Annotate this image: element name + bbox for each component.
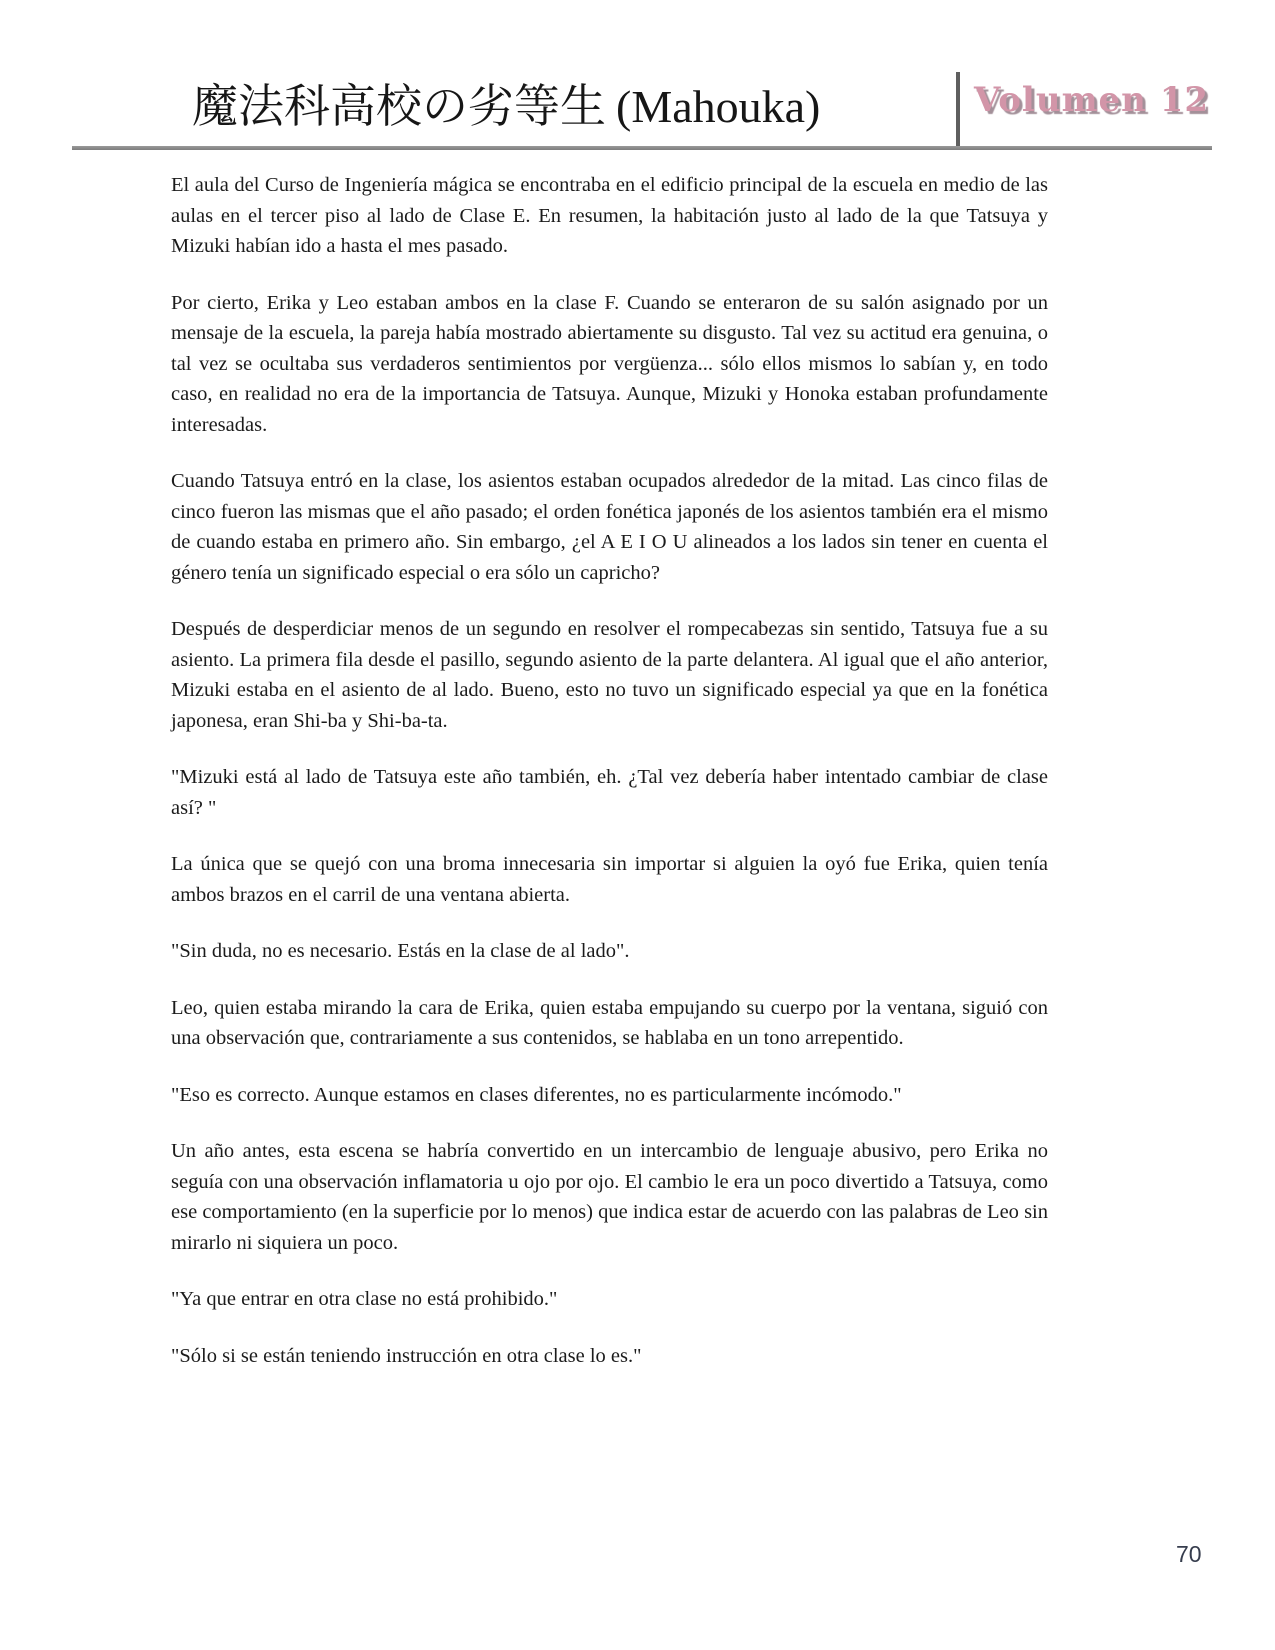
paragraph: "Sólo si se están teniendo instrucción en otra clase lo es." (171, 1344, 642, 1367)
paragraph: Un año antes, esta escena se habría convertido en un intercambio de lenguaje abusivo, pero Erika no seguía con una observación inflamatoria u ojo por ojo. El cambio le era un poco divertido a Tatsuya, como ese comportamiento (en la superficie por lo menos) que indica estar de acuerdo con las palabras de Leo sin mirarlo ni siquiera un poco. (171, 1140, 1048, 1254)
paragraph: Cuando Tatsuya entró en la clase, los asientos estaban ocupados alrededor de la mitad. Las cinco filas de cinco fueron las mismas que el año pasado; el orden fonética japonés de los asientos también era el mismo de cuando estaba en primero año. Sin embargo, ¿el A E I O U alineados a los lados sin tener en cuenta el género tenía un significado especial o era sólo un capricho? (171, 470, 1048, 584)
paragraph: "Ya que entrar en otra clase no está prohibido." (171, 1288, 558, 1310)
page-number: 70 (1176, 1541, 1202, 1567)
volume-label: Volumen 12 (974, 80, 1210, 120)
paragraph: Leo, quien estaba mirando la cara de Erika, quien estaba empujando su cuerpo por la ventana, siguió con una observación que, contrariamente a sus contenidos, se hablaba en un tono arrepentido. (171, 996, 1048, 1049)
header-divider (956, 72, 960, 148)
paragraph: La única que se quejó con una broma innecesaria sin importar si alguien la oyó fue Erika, quien tenía ambos brazos en el carril de una ventana abierta. (171, 853, 1048, 906)
paragraph: El aula del Curso de Ingeniería mágica se encontraba en el edificio principal de la escuela en medio de las aulas en el tercer piso al lado de Clase E. En resumen, la habitación justo al lado de la que Tatsuya y Mizuki habían ido a hasta el mes pasado. (171, 174, 1048, 257)
header-rule (72, 146, 1212, 150)
paragraph: "Mizuki está al lado de Tatsuya este año también, eh. ¿Tal vez debería haber intentado cambiar de clase así? " (171, 766, 1048, 819)
body-text (171, 170, 1048, 1371)
paragraph: Después de desperdiciar menos de un segundo en resolver el rompecabezas sin sentido, Tatsuya fue a su asiento. La primera fila desde el pasillo, segundo asiento de la parte delantera. Al igual que el año anterior, Mizuki estaba en el asiento de al lado. Bueno, esto no tuvo un significado especial ya que en la fonética japonesa, eran Shi-ba y Shi-ba-ta. (171, 618, 1048, 732)
paragraph: "Eso es correcto. Aunque estamos en clases diferentes, no es particularmente incómodo." (171, 1083, 902, 1106)
page-title (192, 70, 820, 136)
paragraph: Por cierto, Erika y Leo estaban ambos en la clase F. Cuando se enteraron de su salón asignado por un mensaje de la escuela, la pareja había mostrado abiertamente su disgusto. Tal vez su actitud era genuina, o tal vez se ocultaba sus verdaderos sentimientos por vergüenza... sólo ellos mismos lo sabían y, en todo caso, en realidad no era de la importancia de Tatsuya. Aunque, Mizuki y Honoka estaban profundamente interesadas. (171, 291, 1048, 436)
page-title-japanese: 魔法科高校の劣等生 (192, 81, 606, 132)
page-title-romaji: (Mahouka) (616, 81, 821, 132)
paragraph: "Sin duda, no es necesario. Estás en la clase de al lado". (171, 940, 630, 962)
